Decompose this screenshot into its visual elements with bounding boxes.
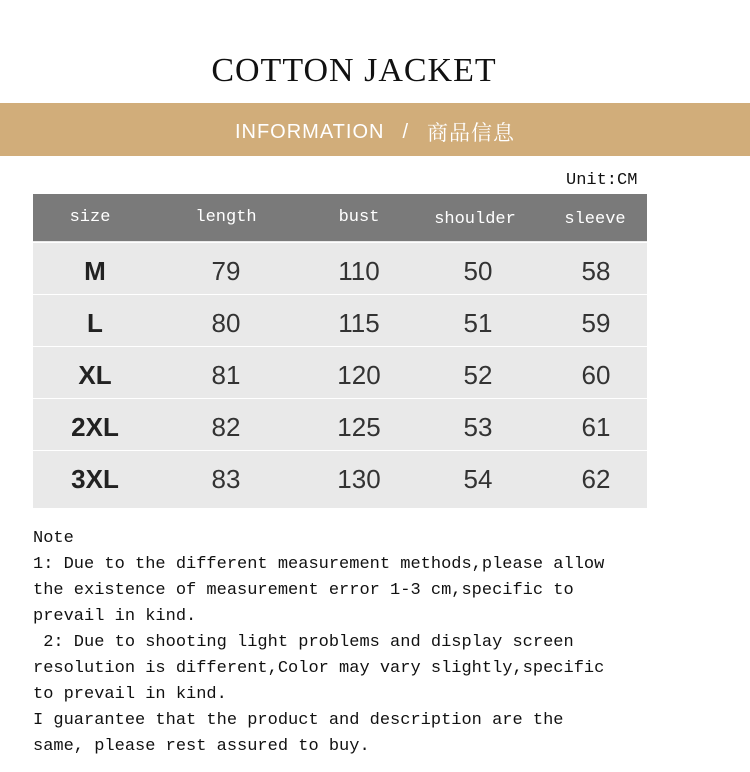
note-line: 2: Due to shooting light problems and display screen [33,633,574,652]
cell-size: M [84,256,106,286]
table-row [33,398,647,450]
header-bust: bust [338,208,380,227]
note-heading: Note [33,529,74,548]
table-row [33,450,647,502]
banner-label-en: INFORMATION [234,120,385,143]
cell-sleeve: 59 [581,308,611,338]
cell-shoulder: 50 [463,256,493,286]
page-title: COTTON JACKET [211,52,497,89]
cell-length: 83 [211,464,241,494]
notes-section [33,526,733,760]
note-line: I guarantee that the product and description are the [33,711,564,730]
cell-bust: 130 [337,464,381,494]
cell-shoulder: 51 [463,308,493,338]
header-length: length [195,208,257,227]
header-size: size [69,208,111,227]
cell-shoulder: 54 [463,464,493,494]
cell-length: 79 [211,256,241,286]
cell-size: L [87,308,103,338]
banner-label-zh: 商品信息 [427,122,516,145]
cell-size: XL [78,360,112,390]
cell-size: 2XL [71,412,119,442]
cell-size: 3XL [71,464,119,494]
note-line: same, please rest assured to buy. [33,737,370,756]
cell-bust: 125 [337,412,381,442]
cell-shoulder: 52 [463,360,493,390]
note-line: to prevail in kind. [33,685,227,704]
cell-sleeve: 61 [581,412,611,442]
header-shoulder: shoulder [434,210,516,229]
cell-length: 81 [211,360,241,390]
header-sleeve: sleeve [564,210,626,229]
size-table [33,194,647,508]
table-header [33,194,647,241]
cell-sleeve: 62 [581,464,611,494]
cell-bust: 120 [337,360,381,390]
note-line: resolution is different,Color may vary slightly,specific [33,659,605,678]
cell-length: 80 [211,308,241,338]
table-row [33,242,647,294]
note-line: 1: Due to the different measurement methods,please allow [33,555,605,574]
banner-separator: / [402,120,410,143]
banner-label [0,117,750,147]
table-row [33,346,647,398]
note-line: the existence of measurement error 1-3 cm,specific to [33,581,574,600]
cell-sleeve: 60 [581,360,611,390]
table-row [33,294,647,346]
unit-label: Unit:CM [566,171,638,190]
cell-bust: 110 [338,256,380,286]
cell-sleeve: 58 [581,256,611,286]
cell-bust: 115 [338,308,380,338]
cell-length: 82 [211,412,241,442]
note-line: prevail in kind. [33,607,197,626]
cell-shoulder: 53 [463,412,493,442]
